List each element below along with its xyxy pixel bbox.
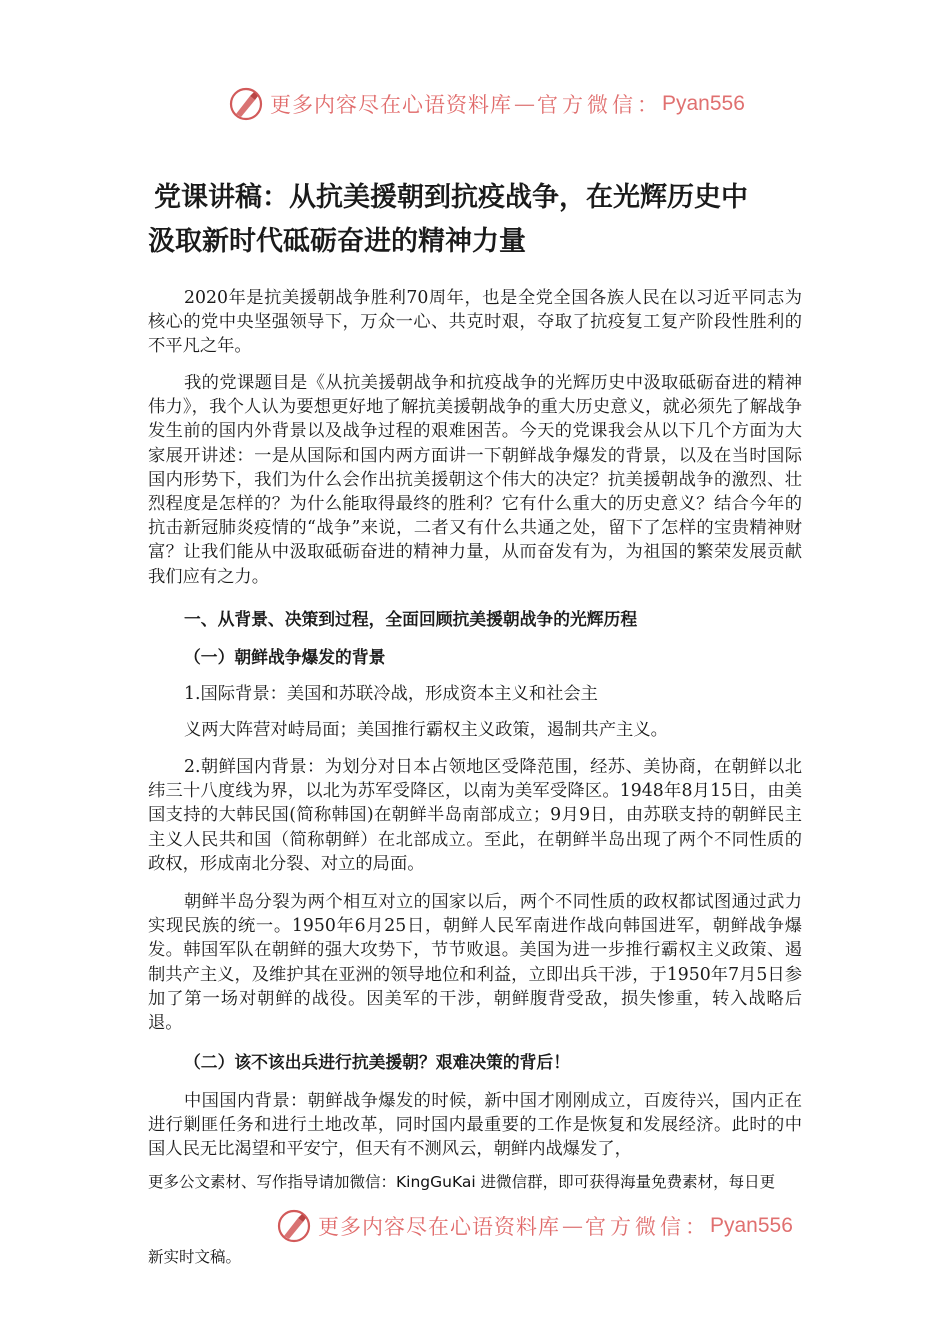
header-banner	[0, 84, 950, 124]
banner-dash: —	[562, 1214, 583, 1238]
subsection-heading-1: （一）朝鲜战争爆发的背景	[184, 647, 386, 667]
paragraph-intro: 2020年是抗美援朝战争胜利70周年，也是全党全国各族人民在以习近平同志为核心的党中央坚强领导下，万众一心、共克时艰，夺取了抗疫复工复产阶段性胜利的不平凡之年。	[148, 288, 802, 357]
banner-text: 更多内容尽在心语资料库	[318, 1215, 560, 1239]
paragraph-china-domestic: 中国国内背景：朝鲜战争爆发的时候，新中国才刚刚成立，百废待兴，国内正在进行剿匪任务和进行土地改革，同时国内最重要的工作是恢复和发展经济。此时的中国人民无比渴望和平安宁，但天有不测风云，朝鲜内战爆发了，	[148, 1091, 802, 1160]
footer-note: 更多公文素材、写作指导请加微信：KingGuKai 进微信群，即可获得海量免费素材，每日更	[148, 1173, 776, 1191]
paragraph-international-a: 1.国际背景：美国和苏联冷战，形成资本主义和社会主	[184, 684, 598, 704]
banner-dash: —	[514, 92, 535, 116]
paragraph-korea-war: 朝鲜半岛分裂为两个相互对立的国家以后，两个不同性质的政权都试图通过武力实现民族的统一。1950年6月25日，朝鲜人民军南进作战向韩国进军，朝鲜战争爆发。韩国军队在朝鲜的强大攻势下，节节败退。美国为进一步推行霸权主义政策、遏制共产主义，及维护其在亚洲的领导地位和利益，立即出兵干涉，于1950年7月5日参加了第一场对朝鲜的战役。因美军的干涉，朝鲜腹背受敌，损失惨重，转入战略后退。	[148, 892, 802, 1034]
pen-logo-icon	[228, 86, 264, 122]
banner-wechat-id: Pyan556	[662, 92, 745, 115]
page-title	[148, 176, 828, 264]
title-line-2: 汲取新时代砥砺奋进的精神力量	[148, 226, 526, 257]
banner-text: 更多内容尽在心语资料库	[270, 93, 512, 117]
footer-note-tail: 新实时文稿。	[148, 1248, 242, 1266]
subsection-heading-2: （二）该不该出兵进行抗美援朝？艰难决策的背后！	[184, 1052, 570, 1072]
footer-banner	[0, 1206, 950, 1246]
paragraph-topic: 我的党课题目是《从抗美援朝战争和抗疫战争的光辉历史中汲取砥砺奋进的精神伟力》，我个人认为要想更好地了解抗美援朝战争的重大历史意义，就必须先了解战争发生前的国内外背景以及战争过程的艰难困苦。今天的党课我会从以下几个方面为大家展开讲述：一是从国际和国内两方面讲一下朝鲜战争爆发的背景，以及在当时国际国内形势下，我们为什么会作出抗美援朝这个伟大的决定？抗美援朝战争的激烈、壮烈程度是怎样的？为什么能取得最终的胜利？它有什么重大的历史意义？结合今年的抗击新冠肺炎疫情的“战争”来说，二者又有什么共通之处，留下了怎样的宝贵精神财富？让我们能从中汲取砥砺奋进的精神力量，从而奋发有为，为祖国的繁荣发展贡献我们应有之力。	[148, 373, 802, 587]
banner-wechat-label: 官方微信：	[585, 1215, 710, 1239]
banner-wechat-label: 官方微信：	[537, 93, 662, 117]
paragraph-international-b: 义两大阵营对峙局面；美国推行霸权主义政策，遏制共产主义。	[184, 720, 668, 740]
banner-wechat-id: Pyan556	[710, 1214, 793, 1237]
title-line-1: 党课讲稿：从抗美援朝到抗疫战争，在光辉历史中	[154, 182, 748, 213]
section-heading-1: 一、从背景、决策到过程，全面回顾抗美援朝战争的光辉历程	[184, 609, 638, 629]
pen-logo-icon	[276, 1208, 312, 1244]
paragraph-korea-domestic: 2.朝鲜国内背景：为划分对日本占领地区受降范围，经苏、美协商，在朝鲜以北纬三十八度线为界，以北为苏军受降区，以南为美军受降区。1948年8月15日，由美国支持的大韩民国(简称韩国)在朝鲜半岛南部成立；9月9日，由苏联支持的朝鲜民主主义人民共和国（简称朝鲜）在北部成立。至此，在朝鲜半岛出现了两个不同性质的政权，形成南北分裂、对立的局面。	[148, 757, 802, 874]
